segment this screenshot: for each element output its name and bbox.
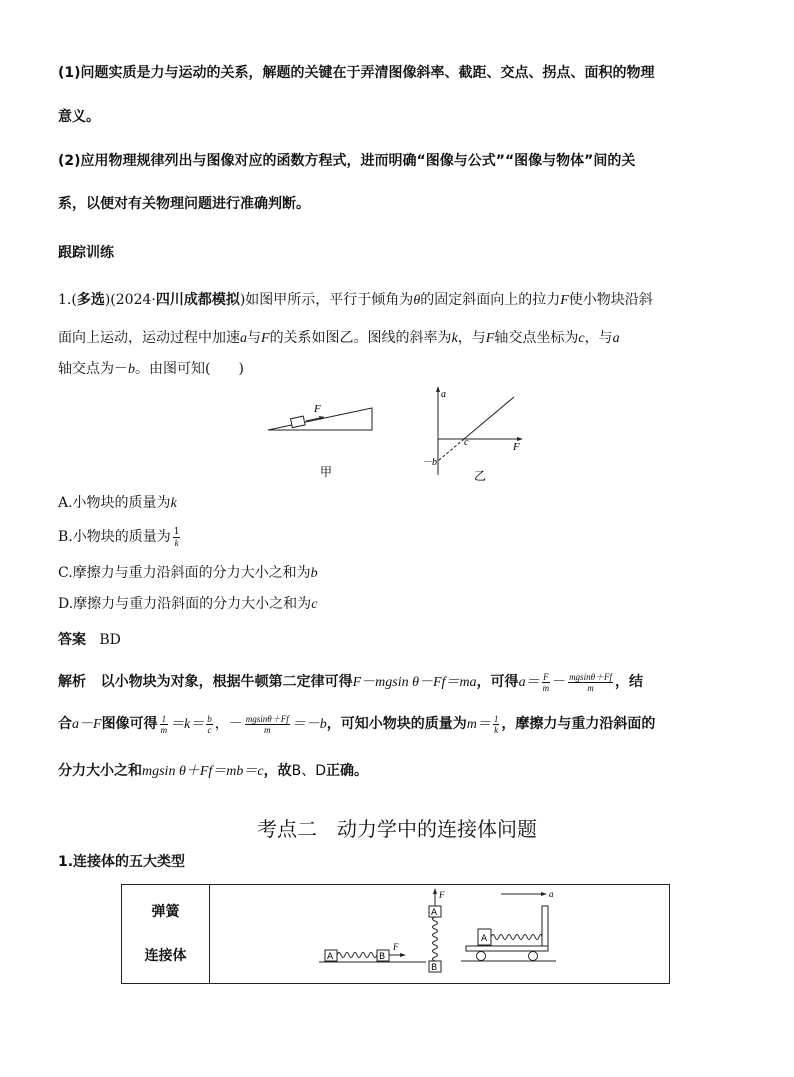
q-tag: 多选 bbox=[76, 292, 105, 308]
analysis-minus: － bbox=[552, 674, 567, 690]
block bbox=[291, 416, 306, 427]
q-F2: F bbox=[261, 331, 270, 346]
jia-force-label: F bbox=[314, 403, 321, 415]
q-k: k bbox=[451, 331, 458, 346]
q-src-a: )(2024· bbox=[104, 292, 156, 308]
option-d-value: c bbox=[311, 597, 318, 612]
frac-1-over-m bbox=[160, 714, 169, 735]
block-a-label-1: A bbox=[327, 952, 334, 962]
block-a-label-3: A bbox=[481, 934, 488, 944]
q-l2-a: 面向上运动，运动过程中加速 bbox=[58, 330, 240, 346]
yi-c-label: c bbox=[464, 437, 469, 448]
intro-p1-line1: (1)问题实质是力与运动的关系，解题的关键在于弄清图像斜率、截距、交点、拐点、面积的物理 bbox=[58, 65, 655, 81]
analysis-t10: ，故 bbox=[263, 763, 292, 779]
analysis-eq1: F－mgsin θ－Ff＝ma bbox=[352, 675, 477, 690]
jia-caption: 甲 bbox=[320, 465, 333, 479]
yi-a-label: a bbox=[441, 389, 446, 400]
frac-b-over-c bbox=[206, 714, 213, 735]
acceleration-label: a bbox=[549, 889, 554, 899]
q-theta: θ bbox=[413, 293, 421, 308]
f4-den: c bbox=[207, 724, 212, 735]
block-a-label-2: A bbox=[431, 908, 438, 918]
option-b-den: k bbox=[174, 537, 179, 548]
f2-num: mgsinθ＋Ff bbox=[569, 671, 612, 682]
analysis-eq7: mgsin θ＋Ff＝mb＝c bbox=[142, 764, 264, 779]
q-l2-e: 轴交点坐标为 bbox=[494, 330, 579, 346]
analysis-t2: ，可得 bbox=[476, 674, 519, 690]
vertical-spring-system bbox=[429, 888, 445, 973]
table-label-spring: 弹簧 bbox=[151, 904, 180, 920]
answer-line bbox=[58, 629, 121, 649]
option-a bbox=[58, 492, 177, 512]
f3-num: 1 bbox=[161, 713, 167, 724]
question-line-3 bbox=[58, 358, 244, 378]
f5-den: m bbox=[263, 724, 271, 735]
training-heading: 跟踪训练 bbox=[58, 245, 114, 261]
option-a-value: k bbox=[170, 496, 177, 511]
section-title: 考点二 动力学中的连接体问题 bbox=[257, 817, 537, 841]
q-F: F bbox=[560, 293, 569, 308]
answer-label: 答案 bbox=[58, 632, 86, 648]
cart-wheel-right bbox=[529, 952, 538, 961]
question-line-1 bbox=[58, 289, 653, 309]
analysis-t6: ，－ bbox=[214, 716, 243, 732]
q-l2-c: 的关系如图乙。图线的斜率为 bbox=[269, 330, 452, 346]
yi-F-label: F bbox=[513, 441, 520, 453]
yi-caption: 乙 bbox=[474, 469, 487, 483]
analysis-t11: B、D bbox=[291, 763, 326, 779]
analysis-eq5: ＝－b bbox=[291, 717, 327, 732]
graph-line bbox=[464, 397, 514, 439]
question-line-2 bbox=[58, 327, 620, 347]
q-l3-a: 轴交点为－ bbox=[58, 361, 128, 377]
q-b: b bbox=[128, 362, 135, 377]
q-l2-b: 与 bbox=[247, 330, 261, 346]
analysis-line-2 bbox=[58, 713, 655, 735]
force-label-vertical: F bbox=[439, 890, 445, 900]
analysis-label: 解析 bbox=[58, 674, 86, 690]
option-b-num: 1 bbox=[173, 526, 180, 537]
frac-friction-over-m bbox=[568, 672, 613, 693]
intro-p2-line1: (2)应用物理规律列出与图像对应的函数方程式，进而明确“图像与公式”“图像与物体”间的关 bbox=[58, 153, 636, 169]
q-a2: a bbox=[612, 331, 620, 346]
f1-num: F bbox=[543, 671, 549, 682]
q-l1-end: 使小物块沿斜 bbox=[568, 292, 653, 308]
option-d bbox=[58, 593, 317, 613]
table-label-connector: 连接体 bbox=[144, 948, 187, 964]
q-F3: F bbox=[485, 331, 495, 346]
subheading: 1.连接体的五大类型 bbox=[58, 854, 186, 870]
table-label-cell bbox=[122, 885, 210, 984]
option-c bbox=[58, 562, 318, 582]
analysis-t3: ，结 bbox=[614, 674, 643, 690]
analysis-t7: ，可知小物块的质量为 bbox=[326, 716, 467, 732]
analysis-eq2: a＝ bbox=[518, 675, 540, 690]
option-c-value: b bbox=[310, 566, 318, 581]
f4-num: b bbox=[207, 713, 212, 724]
f6-den: k bbox=[494, 724, 499, 735]
analysis-t9: 分力大小之和 bbox=[58, 763, 142, 779]
cart-wall bbox=[542, 906, 548, 946]
f2-den: m bbox=[587, 682, 594, 693]
analysis-line-1 bbox=[58, 671, 643, 693]
q-l2-f: ，与 bbox=[584, 330, 613, 346]
option-b-fraction bbox=[173, 527, 181, 548]
frac-friction-over-m-2 bbox=[245, 714, 290, 735]
option-b-text: B.小物块的质量为 bbox=[58, 529, 171, 545]
q-l2-d: ，与 bbox=[457, 330, 486, 346]
f6-num: 1 bbox=[493, 713, 499, 724]
f3-den: m bbox=[160, 724, 168, 735]
horizontal-spring-system bbox=[319, 942, 426, 962]
option-c-text: C.摩擦力与重力沿斜面的分力大小之和为 bbox=[58, 565, 311, 581]
analysis-t12: 正确。 bbox=[325, 763, 368, 779]
f1-den: m bbox=[542, 682, 550, 693]
cart-body bbox=[466, 946, 548, 951]
spring-cart bbox=[491, 935, 542, 940]
option-a-text: A.小物块的质量为 bbox=[58, 495, 171, 511]
cart-wheel-left bbox=[477, 952, 486, 961]
analysis-t1: 以小物块为对象，根据牛顿第二定律可得 bbox=[100, 674, 353, 690]
figure-yi-graph bbox=[420, 383, 530, 483]
q-l1-rest: )如图甲所示，平行于倾角为 bbox=[239, 292, 414, 308]
block-b-label-2: B bbox=[431, 963, 438, 973]
frac-F-over-m bbox=[542, 672, 551, 693]
cart-spring-system bbox=[461, 889, 556, 961]
block-b-label-1: B bbox=[379, 952, 386, 962]
a-axis-arrow bbox=[436, 386, 440, 392]
analysis-t8: ，摩擦力与重力沿斜面的 bbox=[501, 716, 656, 732]
analysis-eq3: a－F bbox=[72, 717, 102, 732]
q-l3-b: 。由图可知( ) bbox=[135, 361, 244, 377]
spring-horizontal bbox=[337, 953, 377, 958]
analysis-eq6: m＝ bbox=[466, 717, 491, 732]
frac-1-over-k bbox=[493, 714, 500, 735]
intro-p2-line2: 系，以便对有关物理问题进行准确判断。 bbox=[58, 196, 310, 212]
spring-vertical bbox=[433, 917, 438, 961]
analysis-eq4: ＝k＝ bbox=[170, 717, 205, 732]
q-src-b: 四川成都模拟 bbox=[155, 292, 240, 308]
force-label-horizontal: F bbox=[393, 942, 399, 952]
q-c: c bbox=[578, 331, 585, 346]
q-num: 1.( bbox=[58, 292, 77, 308]
analysis-line-3 bbox=[58, 760, 368, 780]
answer-value: BD bbox=[99, 632, 121, 648]
q-a: a bbox=[240, 331, 247, 346]
graph-extension bbox=[438, 439, 464, 461]
analysis-t4: 合 bbox=[58, 716, 72, 732]
option-b bbox=[58, 526, 182, 548]
figure-jia-incline bbox=[262, 400, 382, 480]
table-figure-cell bbox=[210, 885, 670, 984]
connection-types-table bbox=[121, 884, 670, 984]
q-l1-mid: 的固定斜面向上的拉力 bbox=[420, 292, 561, 308]
yi-minus-b-label: －b bbox=[422, 457, 437, 468]
analysis-t5: 图像可得 bbox=[101, 716, 158, 732]
spring-diagrams bbox=[211, 886, 668, 982]
option-d-text: D.摩擦力与重力沿斜面的分力大小之和为 bbox=[58, 596, 312, 612]
intro-p1-line2: 意义。 bbox=[58, 109, 100, 125]
f5-num: mgsinθ＋Ff bbox=[245, 713, 289, 724]
